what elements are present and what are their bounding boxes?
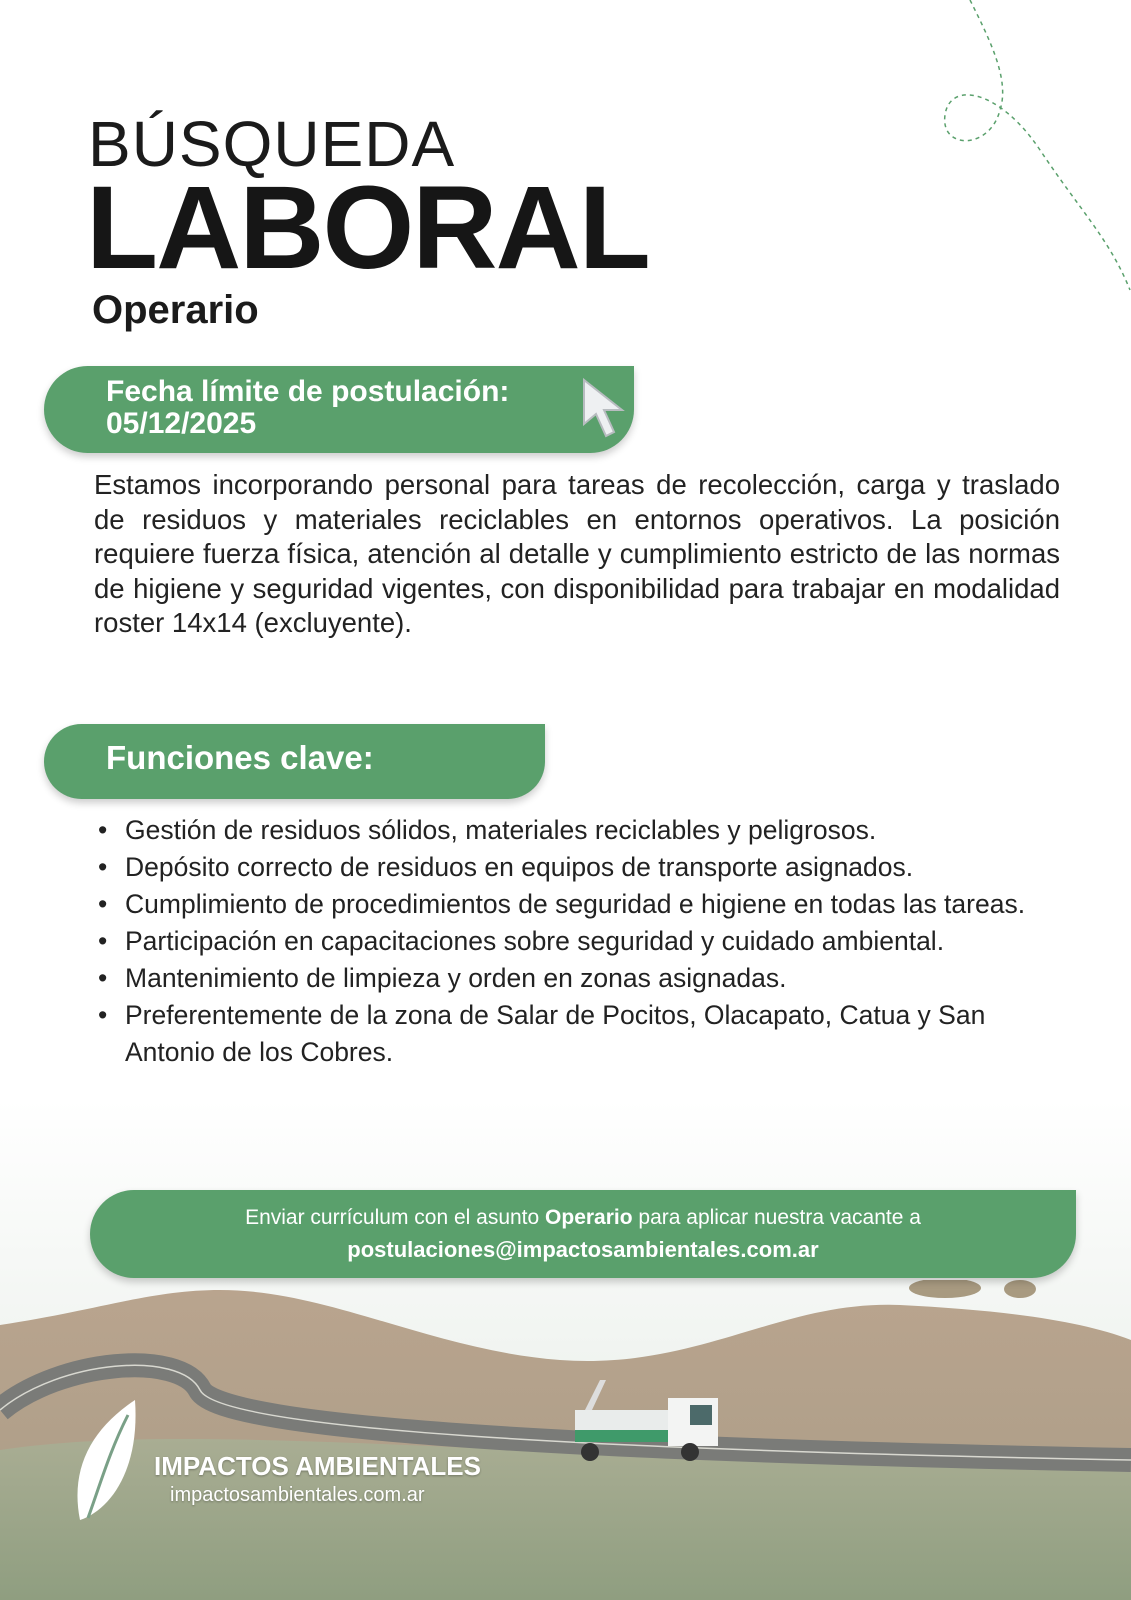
list-item: • Depósito correcto de residuos en equipos de transporte asignados. [98,849,1058,886]
cta-subject: Operario [545,1206,633,1229]
heading-laboral: LABORAL [86,162,649,294]
apply-banner [90,1190,1076,1278]
cta-text-pre: Enviar currículum con el asunto [245,1206,540,1229]
landscape-photo [0,1280,1131,1600]
brand-website[interactable]: impactosambientales.com.ar [170,1484,425,1506]
apply-email-link[interactable]: postulaciones@impactosambientales.com.ar [347,1237,819,1262]
functions-list [98,812,1058,1071]
deadline-label: Fecha límite de postulación: [106,375,510,408]
functions-heading: Funciones clave: [44,724,545,799]
list-item: • Cumplimiento de procedimientos de seguridad e higiene en todas las tareas. [98,886,1058,923]
heading-busqueda: BÚSQUEDA [88,108,456,180]
list-item: • Mantenimiento de limpieza y orden en zonas asignadas. [98,960,1058,997]
list-item: • Participación en capacitaciones sobre seguridad y cuidado ambiental. [98,923,1058,960]
brand-logo [70,1400,481,1530]
cta-text-post: para aplicar nuestra vacante a [638,1206,921,1229]
leaf-icon [70,1400,145,1525]
position-title: Operario [92,288,259,332]
cursor-icon [580,376,630,442]
decorative-dashed-line [930,0,1131,300]
deadline-banner [44,366,634,453]
list-item: • Gestión de residuos sólidos, materiales reciclables y peligrosos. [98,812,1058,849]
deadline-date: 05/12/2025 [106,407,257,440]
list-item: • Preferentemente de la zona de Salar de Pocitos, Olacapato, Catua y San Antonio de los Cobres. [98,997,1058,1071]
brand-name: IMPACTOS AMBIENTALES [154,1451,481,1481]
job-description: Estamos incorporando personal para tareas de recolección, carga y traslado de residuos y materiales reciclables en entornos operativos. La posición requiere fuerza física, atención al detalle y cumplimiento estricto de las normas de higiene y seguridad vigentes, con disponibilidad para trabajar en modalidad roster 14x14 (excluyente). [94,469,1060,638]
